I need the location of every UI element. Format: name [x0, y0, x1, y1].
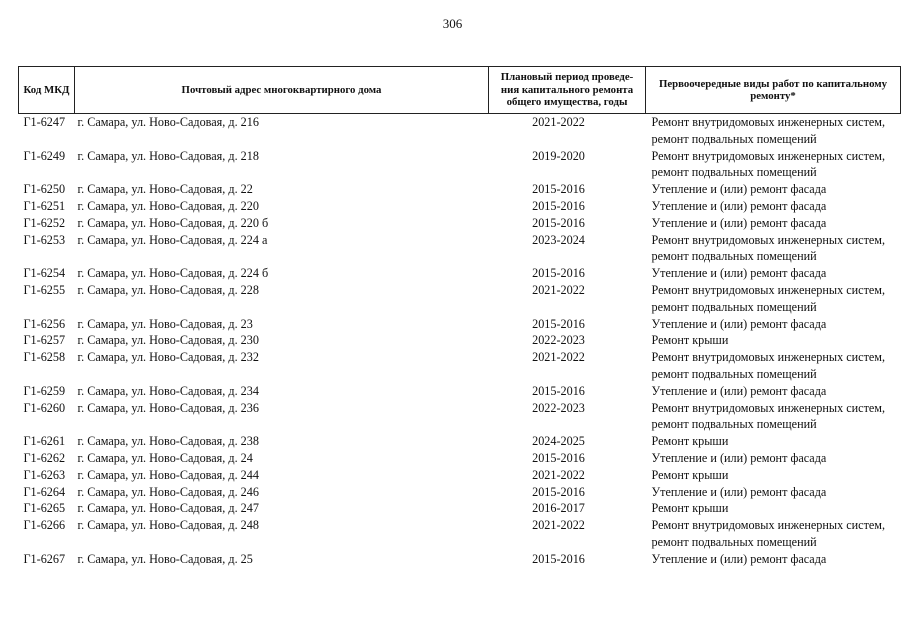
- row-address: г. Самара, ул. Ново-Садовая, д. 230: [77, 333, 259, 348]
- row-works: [646, 332, 901, 349]
- row-address: г. Самара, ул. Ново-Садовая, д. 220: [77, 198, 259, 213]
- row-period: 2015-2016: [532, 182, 585, 197]
- row-works-line: Ремонт внутридомовых инженерных систем,: [651, 282, 886, 297]
- row-code: Г1-6252: [23, 215, 66, 230]
- row-period: 2022-2023: [532, 400, 585, 415]
- row-code: Г1-6265: [23, 501, 66, 516]
- row-works-line: Ремонт крыши: [651, 434, 729, 449]
- row-works: [646, 316, 901, 333]
- row-address: г. Самара, ул. Ново-Садовая, д. 247: [77, 501, 259, 516]
- row-works-line: Утепление и (или) ремонт фасада: [651, 266, 827, 281]
- row-address: г. Самара, ул. Ново-Садовая, д. 236: [77, 400, 259, 415]
- row-code: Г1-6251: [23, 198, 66, 213]
- table-row: [19, 349, 901, 383]
- table-row: [19, 265, 901, 282]
- header-address: Почтовый адрес многоквартирного дома: [75, 67, 489, 114]
- row-address: г. Самара, ул. Ново-Садовая, д. 218: [77, 148, 259, 163]
- row-period: 2024-2025: [532, 434, 585, 449]
- row-works-line: Утепление и (или) ремонт фасада: [651, 316, 827, 331]
- row-code: Г1-6247: [23, 115, 66, 129]
- row-address: г. Самара, ул. Ново-Садовая, д. 220 б: [77, 215, 269, 230]
- row-code: Г1-6250: [23, 182, 66, 197]
- row-works-line: Ремонт внутридомовых инженерных систем,: [651, 518, 886, 533]
- row-works-line: Ремонт внутридомовых инженерных систем,: [651, 232, 886, 247]
- row-works: [646, 433, 901, 450]
- row-address: г. Самара, ул. Ново-Садовая, д. 24: [77, 450, 253, 465]
- row-works: [646, 383, 901, 400]
- row-code: Г1-6264: [23, 484, 66, 499]
- row-period: 2019-2020: [532, 148, 585, 163]
- row-period: 2015-2016: [532, 215, 585, 230]
- row-period: 2021-2022: [532, 518, 585, 533]
- row-period: 2023-2024: [532, 232, 585, 247]
- row-works-line: ремонт подвальных помещений: [651, 366, 817, 381]
- row-works: [646, 400, 901, 434]
- row-works: [646, 114, 901, 148]
- table-row: [19, 400, 901, 434]
- table-row: [19, 332, 901, 349]
- row-address: г. Самара, ул. Ново-Садовая, д. 232: [77, 350, 259, 365]
- row-works: [646, 551, 901, 568]
- table-row: [19, 282, 901, 316]
- row-works-line: ремонт подвальных помещений: [651, 249, 817, 264]
- row-period: 2015-2016: [532, 551, 585, 566]
- row-address: г. Самара, ул. Ново-Садовая, д. 228: [77, 282, 259, 297]
- row-code: Г1-6261: [23, 434, 66, 449]
- table-row: [19, 517, 901, 551]
- table-body: [19, 114, 901, 568]
- table-row: [19, 215, 901, 232]
- row-works-line: ремонт подвальных помещений: [651, 131, 817, 146]
- row-works: [646, 232, 901, 266]
- row-code: Г1-6254: [23, 266, 66, 281]
- row-works-line: Утепление и (или) ремонт фасада: [651, 182, 827, 197]
- table-row: [19, 232, 901, 266]
- row-period: 2016-2017: [532, 501, 585, 516]
- row-period: 2015-2016: [532, 450, 585, 465]
- row-code: Г1-6267: [23, 551, 66, 566]
- registry-table: [18, 66, 901, 568]
- row-code: Г1-6255: [23, 282, 66, 297]
- table-row: [19, 148, 901, 182]
- row-works-line: ремонт подвальных помещений: [651, 299, 817, 314]
- row-code: Г1-6257: [23, 333, 66, 348]
- row-period: 2022-2023: [532, 333, 585, 348]
- table-row: [19, 467, 901, 484]
- table-row: [19, 450, 901, 467]
- row-works: [646, 215, 901, 232]
- row-works: [646, 500, 901, 517]
- row-works-line: ремонт подвальных помещений: [651, 534, 817, 549]
- row-code: Г1-6260: [23, 400, 66, 415]
- row-code: Г1-6262: [23, 450, 66, 465]
- row-period: 2021-2022: [532, 282, 585, 297]
- row-code: Г1-6249: [23, 148, 66, 163]
- row-works-line: Утепление и (или) ремонт фасада: [651, 484, 827, 499]
- header-works: Первоочередные виды работ по капитальному ремонту*: [646, 67, 901, 114]
- row-works: [646, 484, 901, 501]
- row-period: 2015-2016: [532, 266, 585, 281]
- row-works-line: Ремонт крыши: [651, 333, 729, 348]
- row-works: [646, 282, 901, 316]
- row-works: [646, 198, 901, 215]
- row-works-line: Утепление и (или) ремонт фасада: [651, 383, 827, 398]
- row-period: 2021-2022: [532, 467, 585, 482]
- table-row: [19, 484, 901, 501]
- row-works-line: ремонт подвальных помещений: [651, 165, 817, 180]
- row-period: 2015-2016: [532, 316, 585, 331]
- row-code: Г1-6266: [23, 518, 66, 533]
- table-row: [19, 383, 901, 400]
- row-works-line: Ремонт внутридомовых инженерных систем,: [651, 400, 886, 415]
- row-address: г. Самара, ул. Ново-Садовая, д. 224 б: [77, 266, 269, 281]
- table-header: [19, 67, 901, 114]
- row-works-line: Утепление и (или) ремонт фасада: [651, 450, 827, 465]
- row-works-line: Утепление и (или) ремонт фасада: [651, 198, 827, 213]
- row-period: 2021-2022: [532, 350, 585, 365]
- row-works-line: ремонт подвальных помещений: [651, 417, 817, 432]
- row-works: [646, 148, 901, 182]
- row-period: 2021-2022: [532, 115, 585, 129]
- page-number: 306: [442, 16, 463, 31]
- table-row: [19, 181, 901, 198]
- row-works: [646, 517, 901, 551]
- row-works: [646, 265, 901, 282]
- row-works: [646, 450, 901, 467]
- row-works-line: Ремонт крыши: [651, 467, 729, 482]
- table-row: [19, 500, 901, 517]
- row-address: г. Самара, ул. Ново-Садовая, д. 244: [77, 467, 259, 482]
- row-period: 2015-2016: [532, 198, 585, 213]
- row-address: г. Самара, ул. Ново-Садовая, д. 22: [77, 182, 253, 197]
- row-address: г. Самара, ул. Ново-Садовая, д. 246: [77, 484, 259, 499]
- row-address: г. Самара, ул. Ново-Садовая, д. 23: [77, 316, 253, 331]
- row-works-line: Утепление и (или) ремонт фасада: [651, 215, 827, 230]
- table-row: [19, 198, 901, 215]
- table-row: [19, 114, 901, 148]
- table-row: [19, 316, 901, 333]
- row-code: Г1-6256: [23, 316, 66, 331]
- row-works-line: Ремонт внутридомовых инженерных систем,: [651, 148, 886, 163]
- row-period: 2015-2016: [532, 484, 585, 499]
- row-works-line: Ремонт внутридомовых инженерных систем,: [651, 115, 886, 129]
- row-address: г. Самара, ул. Ново-Садовая, д. 248: [77, 518, 259, 533]
- row-works: [646, 181, 901, 198]
- row-address: г. Самара, ул. Ново-Садовая, д. 216: [77, 115, 259, 129]
- header-code: Код МКД: [19, 67, 75, 114]
- row-address: г. Самара, ул. Ново-Садовая, д. 234: [77, 383, 259, 398]
- row-code: Г1-6253: [23, 232, 66, 247]
- row-works-line: Ремонт внутридомовых инженерных систем,: [651, 350, 886, 365]
- row-works-line: Ремонт крыши: [651, 501, 729, 516]
- row-works: [646, 467, 901, 484]
- row-code: Г1-6259: [23, 383, 66, 398]
- row-address: г. Самара, ул. Ново-Садовая, д. 224 а: [77, 232, 268, 247]
- row-address: г. Самара, ул. Ново-Садовая, д. 25: [77, 551, 253, 566]
- row-works: [646, 349, 901, 383]
- row-works-line: Утепление и (или) ремонт фасада: [651, 551, 827, 566]
- table-row: [19, 433, 901, 450]
- row-period: 2015-2016: [532, 383, 585, 398]
- table-row: [19, 551, 901, 568]
- row-address: г. Самара, ул. Ново-Садовая, д. 238: [77, 434, 259, 449]
- row-code: Г1-6258: [23, 350, 66, 365]
- row-code: Г1-6263: [23, 467, 66, 482]
- header-period: Плановый период проведе-ния капитального ремонта общего имущества, годы: [489, 67, 646, 114]
